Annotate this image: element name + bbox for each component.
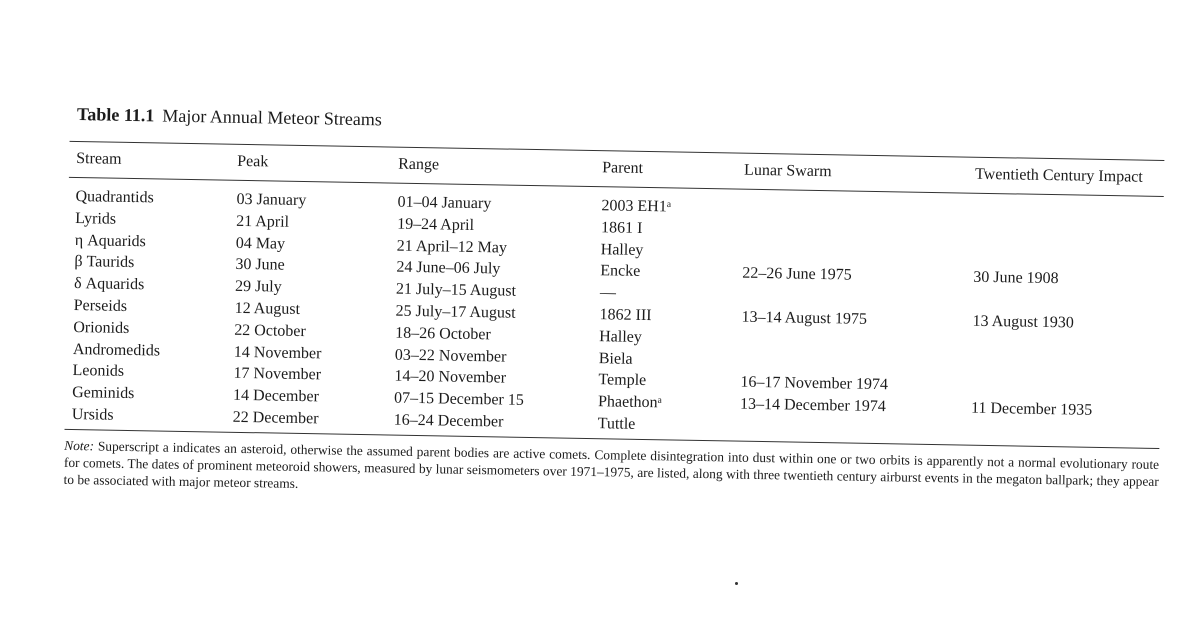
- table-cell: Halley: [599, 327, 643, 346]
- table-number: Table 11.1: [76, 104, 155, 126]
- table-cell: 1861 I: [600, 218, 643, 237]
- table-cell: 13 August 1930: [972, 312, 1075, 332]
- table-cell: 29 July: [234, 278, 282, 296]
- table-cell: [743, 241, 891, 265]
- table-cell: 22–26 June 1975: [742, 265, 852, 284]
- table-cell: δ Aquarids: [73, 275, 145, 294]
- table-cell: 30 June 1908: [973, 269, 1059, 288]
- table-cell: 16–17 November 1974: [740, 374, 889, 394]
- table-cell: Ursids: [71, 405, 114, 424]
- table-cell: [741, 328, 889, 352]
- table-cell: 22 December: [232, 408, 319, 428]
- table-cell: 2003 EH1ᵃ: [601, 197, 672, 216]
- column-stream: [72, 186, 163, 427]
- table-cell: Tuttle: [597, 415, 636, 433]
- header-lunar-swarm: Lunar Swarm: [743, 161, 832, 181]
- header-range: Range: [398, 155, 440, 174]
- table-cell: —: [599, 284, 617, 302]
- table-cell: Temple: [598, 371, 647, 390]
- table-cell: [741, 350, 889, 374]
- header-stream: Stream: [76, 150, 122, 168]
- note-label: Note:: [64, 437, 95, 454]
- table-cell: Phaethonᵃ: [597, 393, 663, 412]
- table-cell: 30 June: [235, 256, 285, 275]
- table-cell: 1862 III: [599, 306, 652, 325]
- table-cell: Halley: [600, 240, 644, 259]
- table-cell: 03–22 November: [394, 346, 507, 366]
- table-cell: 13–14 December 1974: [739, 395, 886, 416]
- table-cell: 04 May: [235, 234, 286, 253]
- table-title: Major Annual Meteor Streams: [162, 105, 382, 130]
- table-cell: η Aquarids: [74, 231, 146, 250]
- table-cell: [739, 416, 887, 440]
- header-impact: Twentieth Century Impact: [974, 165, 1143, 186]
- table-caption: [77, 104, 382, 130]
- table-cell: 14 November: [233, 343, 322, 362]
- table-cell: [970, 420, 1092, 444]
- table-cell: [972, 332, 1094, 356]
- table-cell: Andromedids: [72, 340, 161, 360]
- column-parent: [597, 195, 671, 436]
- table-cell: Perseids: [73, 296, 128, 315]
- table-cell: Leonids: [72, 362, 125, 381]
- table-cell: 01–04 January: [397, 193, 492, 213]
- table-cell: 14 December: [232, 386, 319, 406]
- table-cell: [974, 224, 1096, 248]
- column-impact: [970, 202, 1095, 444]
- table-cell: [973, 289, 1095, 313]
- speck: [735, 582, 738, 585]
- table-cell: [972, 354, 1094, 378]
- table-top-rule: [70, 141, 1165, 161]
- table-cell: 21 July–15 August: [395, 280, 517, 300]
- table-cell: 16–24 December: [393, 411, 504, 431]
- table-cell: 03 January: [236, 190, 307, 210]
- table-cell: 25 July–17 August: [395, 302, 516, 322]
- header-parent: Parent: [602, 159, 644, 177]
- table-cell: [743, 198, 891, 222]
- table-cell: Geminids: [72, 384, 135, 403]
- table-cell: Encke: [600, 262, 641, 281]
- table-cell: 21 April: [236, 212, 290, 231]
- table-cell: [742, 285, 890, 309]
- note-text: Superscript a indicates an asteroid, otherwise the assumed parent bodies are active comets. Complete disintegration into dust within one or two orbits is apparently not a normal evolutionary route for comets. The dates of prominent meteoroid showers, measured by lunar seismometers over 1971–1975, are listed, along with three twentieth century airburst events in the megaton ballpark; they appear to be associated with major meteor streams.: [63, 438, 1160, 491]
- column-range: [394, 192, 528, 434]
- table-cell: Lyrids: [75, 209, 117, 228]
- table-cell: 17 November: [233, 365, 322, 384]
- header-peak: Peak: [237, 152, 269, 171]
- column-peak: [233, 189, 325, 430]
- table-cell: 19–24 April: [396, 215, 475, 234]
- table-cell: β Taurids: [74, 253, 135, 272]
- table-cell: 21 April–12 May: [396, 237, 508, 257]
- table-cell: 24 June–06 July: [396, 259, 501, 278]
- table-note: [63, 437, 1159, 507]
- table-cell: 18–26 October: [395, 324, 491, 344]
- table-cell: 07–15 December 15: [393, 389, 524, 410]
- table-cell: Quadrantids: [75, 188, 154, 207]
- table-cell: [971, 376, 1093, 400]
- table-cell: 11 December 1935: [970, 399, 1093, 419]
- table-cell: 22 October: [234, 321, 306, 340]
- table-cell: 14–20 November: [394, 367, 507, 387]
- table-cell: 13–14 August 1975: [741, 308, 868, 328]
- table-cell: Biela: [598, 349, 633, 368]
- table-cell: [743, 219, 891, 243]
- table-cell: [973, 245, 1095, 269]
- table-cell: Orionids: [73, 318, 130, 337]
- column-lunar-swarm: [739, 198, 891, 440]
- table-cell: [974, 202, 1096, 226]
- table-cell: 12 August: [234, 299, 301, 318]
